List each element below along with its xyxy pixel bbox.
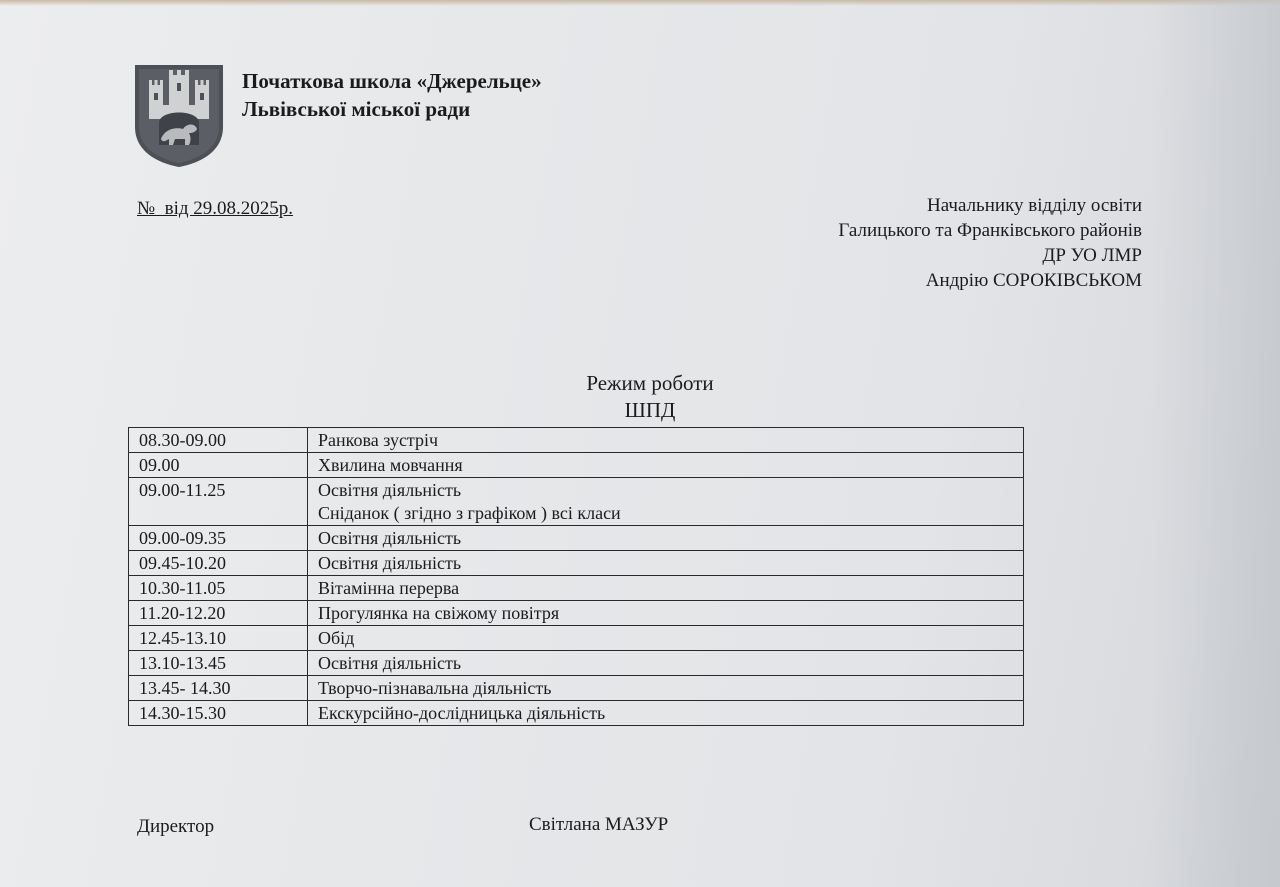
time-cell: 13.45- 14.30 [129, 676, 308, 701]
schedule-table [128, 427, 1024, 726]
activity-cell: Творчо-пізнавальна діяльність [308, 676, 1024, 701]
time-cell: 13.10-13.45 [129, 651, 308, 676]
table-row [129, 651, 1024, 676]
time-cell: 09.45-10.20 [129, 551, 308, 576]
table-row [129, 551, 1024, 576]
page-shading [1150, 0, 1280, 887]
time-cell: 10.30-11.05 [129, 576, 308, 601]
title-line1: Режим роботи [586, 371, 714, 395]
activity-line: Освітня діяльність [318, 480, 462, 500]
time-cell: 11.20-12.20 [129, 601, 308, 626]
school-name [242, 67, 542, 123]
table-row [129, 601, 1024, 626]
activity-cell: Прогулянка на свіжому повітря [308, 601, 1024, 626]
addressee-line: Галицького та Франківського районів [838, 220, 1142, 241]
activity-cell: Освітня діяльність [308, 526, 1024, 551]
signatory-name: Світлана МАЗУР [529, 814, 669, 835]
signatory-position: Директор [137, 816, 215, 837]
time-cell: 09.00 [129, 453, 308, 478]
table-row [129, 576, 1024, 601]
title-line2: ШПД [624, 398, 676, 422]
table-row [129, 626, 1024, 651]
table-row [129, 478, 1024, 526]
school-name-line2: Львівської міської ради [242, 97, 471, 121]
activity-cell: Екскурсійно-дослідницька діяльність [308, 701, 1024, 726]
document-title [530, 370, 770, 424]
activity-cell: Освітня діяльність [308, 651, 1024, 676]
activity-cell: Обід [308, 626, 1024, 651]
activity-cell: Ранкова зустріч [308, 428, 1024, 453]
addressee-block [838, 193, 1142, 293]
time-cell: 09.00-11.25 [129, 478, 308, 526]
activity-cell [308, 478, 1024, 526]
activity-cell: Вітамінна перерва [308, 576, 1024, 601]
table-row [129, 676, 1024, 701]
time-cell: 09.00-09.35 [129, 526, 308, 551]
table-row [129, 701, 1024, 726]
addressee-name: Андрію СОРОКІВСЬКОМ [925, 270, 1142, 291]
time-cell: 14.30-15.30 [129, 701, 308, 726]
time-cell: 12.45-13.10 [129, 626, 308, 651]
table-row [129, 526, 1024, 551]
document-number-date: № від 29.08.2025р. [137, 198, 294, 219]
activity-line: Сніданок ( згідно з графіком ) всі класи [318, 503, 621, 523]
school-name-line1: Початкова школа «Джерельце» [242, 69, 542, 93]
activity-cell: Освітня діяльність [308, 551, 1024, 576]
addressee-line: ДР УО ЛМР [1042, 245, 1142, 266]
addressee-line: Начальнику відділу освіти [927, 195, 1142, 216]
table-row [129, 428, 1024, 453]
lviv-coat-of-arms-icon [135, 65, 223, 167]
page-top-edge [0, 0, 1280, 6]
activity-cell: Хвилина мовчання [308, 453, 1024, 478]
time-cell: 08.30-09.00 [129, 428, 308, 453]
table-row [129, 453, 1024, 478]
